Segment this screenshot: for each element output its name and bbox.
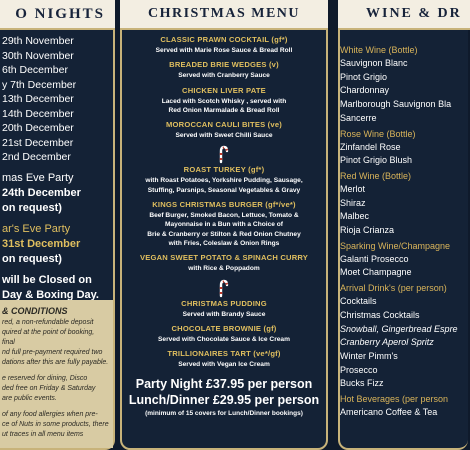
menu-item-desc-line: Brie & Cranberry or Stilton & Red Onion Chutney: [147, 230, 301, 238]
minimum-covers-note: (minimum of 15 covers for Lunch/Dinner bookings): [145, 410, 303, 418]
lunch-dinner-price: Lunch/Dinner £29.95 per person: [128, 393, 320, 408]
terms-line: e reserved for dining, Disco: [2, 375, 88, 382]
menu-item: [122, 35, 326, 55]
drink-item: Prosecco: [340, 364, 378, 375]
drink-item: Rioja Crianza: [340, 225, 395, 236]
date-item: 30th November: [2, 49, 74, 62]
menu-item: [122, 253, 326, 273]
drink-item: Moet Champagne: [340, 267, 412, 278]
menu-item: [122, 324, 326, 344]
date-item: 29th November: [2, 35, 74, 47]
new-years-eve-title: ar's Eve Party: [2, 222, 71, 235]
menu-item-desc: [122, 211, 326, 248]
drink-item: Cranberry Aperol Spritz: [340, 337, 434, 348]
party-night-price: Party Night £37.95 per person: [135, 377, 313, 392]
menu-item-desc: [122, 97, 326, 116]
menu-item-desc-line: Mayonnaise in a Bun with a Choice of: [165, 221, 283, 229]
candy-cane-icon: [218, 145, 230, 163]
drink-category: Arrival Drink's (per person): [340, 283, 447, 294]
drink-item: Galanti Prosecco: [340, 253, 409, 264]
drink-item: Bucks Fizz: [340, 378, 384, 389]
christmas-menu-header: CHRISTMAS MENU: [120, 0, 328, 30]
closed-line: Day & Boxing Day.: [2, 288, 99, 301]
drink-item: Americano Coffee & Tea: [340, 407, 438, 418]
terms-line: ded free on Friday & Saturday: [2, 385, 96, 392]
drink-category: Hot Beverages (per person: [340, 394, 449, 405]
drink-category: White Wine (Bottle): [340, 45, 418, 55]
drink-category: Red Wine (Bottle): [340, 170, 412, 181]
terms-conditions-box: [0, 300, 113, 448]
date-item: 14th December: [2, 107, 74, 120]
menu-item-name: CHICKEN LIVER PATE: [182, 85, 266, 95]
menu-item-desc: Served with Vegan Ice Cream: [178, 361, 270, 369]
drink-item: Sauvignon Blanc: [340, 58, 408, 68]
drink-item: Pinot Grigio Blush: [340, 155, 413, 166]
menu-item-name: CHOCOLATE BROWNIE (gf): [171, 323, 277, 333]
menu-item-name: VEGAN SWEET POTATO & SPINACH CURRY: [139, 253, 309, 263]
drink-item: Chardonnay: [340, 85, 390, 96]
drink-item: Winter Pimm's: [340, 350, 398, 361]
menu-item: [122, 60, 326, 80]
new-years-eve-note: on request): [2, 252, 62, 265]
terms-line: ce of Nuts in some products, there: [2, 421, 109, 428]
terms-line: are public events.: [2, 395, 57, 402]
drink-item: Snowball, Gingerbread Espre: [340, 323, 458, 334]
terms-line: ut traces in all menu items: [2, 431, 84, 438]
menu-item-desc: Served with Brandy Sauce: [182, 310, 266, 318]
menu-item-name: CHRISTMAS PUDDING: [181, 298, 267, 308]
closed-line: will be Closed on: [2, 273, 92, 286]
terms-line: nd full pre-payment required two: [2, 349, 103, 356]
menu-item: [122, 200, 326, 248]
menu-item-desc-line: with Roast Potatoes, Yorkshire Pudding, Sausage,: [145, 177, 303, 185]
menu-item-desc: Served with Sweet Chilli Sauce: [175, 132, 273, 140]
menu-item-desc: Served with Cranberry Sauce: [178, 72, 270, 80]
wine-drinks-header: WINE & DR: [338, 0, 470, 30]
christmas-menu-panel: [120, 0, 328, 450]
menu-item-desc: with Rice & Poppadom: [188, 265, 260, 273]
drink-category: Sparking Wine/Champagne: [340, 240, 451, 251]
terms-line: quired at the point of booking, final: [2, 329, 95, 346]
drink-item: Zinfandel Rose: [340, 141, 401, 152]
menu-item-desc-line: Red Onion Marmalade & Bread Roll: [168, 106, 280, 114]
menu-item-desc-line: Laced with Scotch Whisky , served with: [161, 97, 287, 105]
wine-drinks-panel: [338, 0, 468, 450]
drink-item: Malbec: [340, 211, 370, 222]
menu-item: [122, 120, 326, 140]
date-item: 13th December: [2, 93, 74, 105]
drink-item: Pinot Grigio: [340, 71, 388, 82]
date-item: y 7th December: [2, 78, 77, 91]
drink-category: Rose Wine (Bottle): [340, 128, 416, 139]
terms-line: of any food allergies when pre-: [2, 411, 98, 418]
menu-item-name: CLASSIC PRAWN COCKTAIL (gf*): [160, 35, 288, 44]
christmas-eve-date: 24th December: [2, 186, 81, 199]
date-item: 2nd December: [2, 151, 71, 163]
drink-item: Christmas Cocktails: [340, 309, 420, 320]
menu-item-desc-line: with Fries, Coleslaw & Onion Rings: [168, 239, 280, 247]
new-years-eve-date: 31st December: [2, 237, 81, 250]
closed-notice: [0, 267, 113, 303]
drink-item: Merlot: [340, 183, 366, 194]
menu-item-desc-line: Beef Burger, Smoked Bacon, Lettuce, Tomato &: [149, 212, 299, 220]
date-item: 21st December: [2, 136, 74, 149]
drink-item: Sancerre: [340, 112, 377, 123]
drink-item: Cocktails: [340, 296, 377, 307]
christmas-eve-block: [0, 165, 113, 216]
menu-item-desc: Served with Chocolate Sauce & Ice Cream: [158, 335, 290, 343]
christmas-eve-title: mas Eve Party: [2, 171, 74, 184]
menu-item: [122, 299, 326, 319]
party-nights-panel: [0, 0, 115, 450]
candy-cane-icon: [218, 279, 230, 297]
menu-item-desc: [122, 176, 326, 195]
party-nights-header: O NIGHTS: [0, 0, 115, 30]
drink-item: Marlborough Sauvignon Bla: [340, 99, 452, 110]
menu-item-name: KINGS CHRISTMAS BURGER (gf*/ve*): [152, 200, 296, 210]
date-item: 20th December: [2, 122, 74, 134]
terms-line: dations after this are fully payable.: [2, 359, 109, 366]
drink-item: Shiraz: [340, 197, 366, 208]
menu-item-name: ROAST TURKEY (gf*): [183, 165, 265, 175]
menu-item-name: BREADED BRIE WEDGES (v): [169, 60, 279, 70]
spacer: [122, 369, 326, 376]
date-item: 6th December: [2, 64, 68, 76]
menu-item-name: MOROCCAN CAULI BITES (ve): [166, 120, 282, 130]
terms-line: red, a non-refundable deposit: [2, 319, 94, 326]
menu-item: [122, 349, 326, 369]
menu-item-desc: Served with Marie Rose Sauce & Bread Roll: [155, 47, 293, 54]
new-years-eve-block: [0, 216, 113, 267]
menu-item-name: TRILLIONAIRES TART (ve*/gf): [167, 349, 281, 359]
wine-list: [340, 30, 468, 420]
christmas-eve-note: on request): [2, 201, 62, 214]
menu-item: [122, 86, 326, 116]
menu-item: [122, 165, 326, 195]
party-dates-list: [0, 30, 113, 165]
menu-item-desc-line: Stuffing, Parsnips, Seasonal Vegetables & Gravy: [147, 186, 301, 194]
terms-title: & CONDITIONS: [2, 306, 68, 316]
